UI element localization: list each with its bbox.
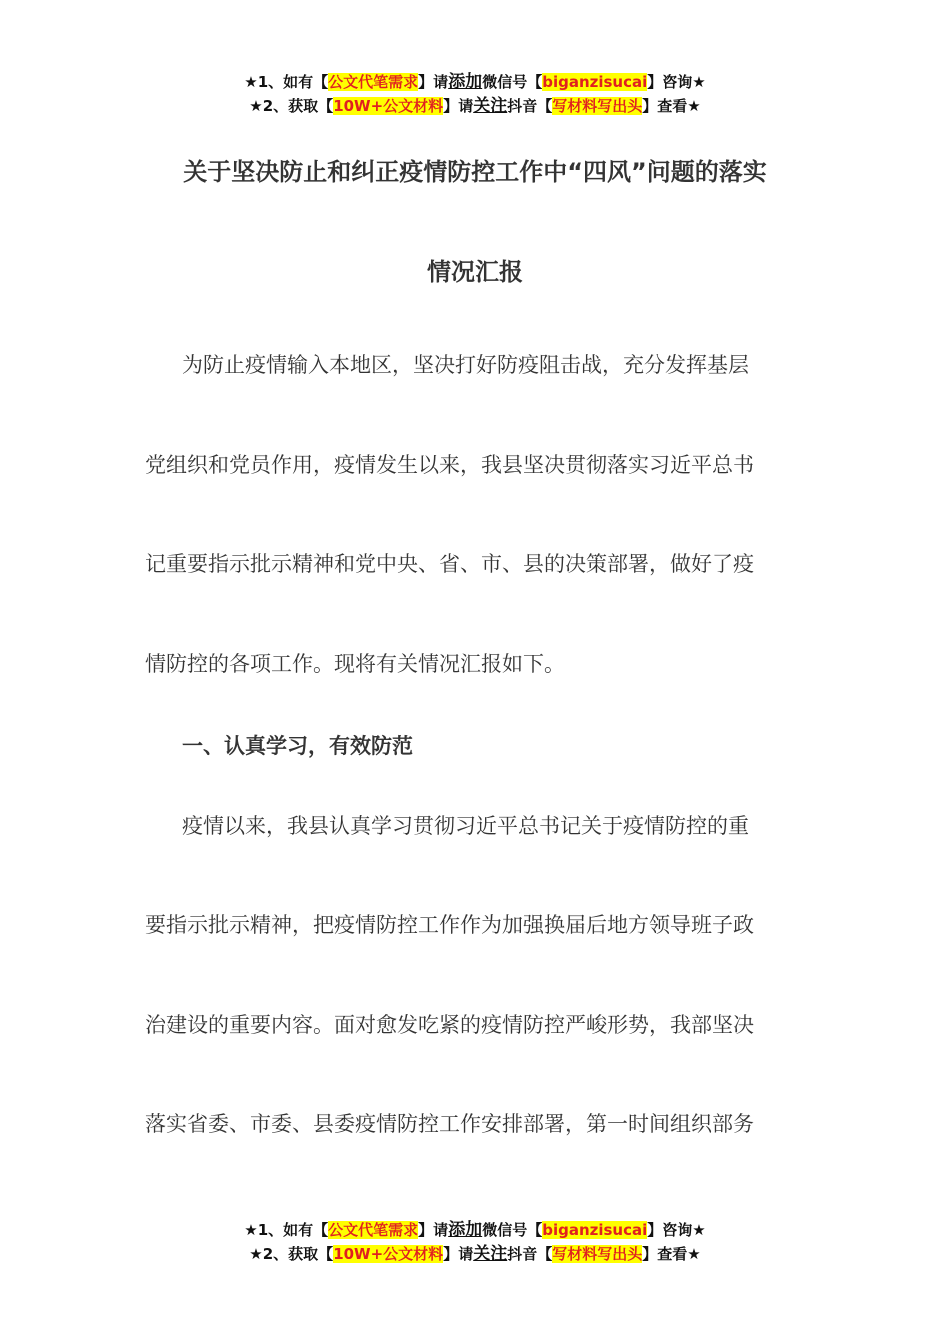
banner-text: 抖音【 xyxy=(507,1245,553,1263)
banner-highlight: 10W+公文材料 xyxy=(333,97,444,115)
paragraph-line: 要指示批示精神，把疫情防控工作作为加强换届后地方领导班子政 xyxy=(145,913,754,937)
banner-highlight: 公文代笔需求 xyxy=(328,73,419,91)
banner-text: 】请 xyxy=(418,1221,449,1239)
banner-emphasis: 关注 xyxy=(473,96,508,116)
banner-text: 】咨询★ xyxy=(647,1221,706,1239)
banner-text: 微信号【 xyxy=(482,73,543,91)
paragraph-line: 情防控的各项工作。现将有关情况汇报如下。 xyxy=(145,652,565,676)
banner-text: 抖音【 xyxy=(507,97,553,115)
banner-highlight: biganzisucai xyxy=(542,73,648,91)
paragraph-line: 为防止疫情输入本地区，坚决打好防疫阻击战，充分发挥基层 xyxy=(182,353,749,377)
banner-text: ★2、获取【 xyxy=(249,97,334,115)
banner-highlight: 10W+公文材料 xyxy=(333,1245,444,1263)
banner-emphasis: 关注 xyxy=(473,1244,508,1264)
document-title-line-2: 情况汇报 xyxy=(427,258,523,286)
banner-text: 】请 xyxy=(443,97,474,115)
header-banner xyxy=(0,70,950,118)
banner-highlight: 写材料写出头 xyxy=(552,97,643,115)
document-title-line-1: 关于坚决防止和纠正疫情防控工作中“四风”问题的落实 xyxy=(183,158,767,186)
banner-highlight: biganzisucai xyxy=(542,1221,648,1239)
banner-emphasis: 添加 xyxy=(448,1220,483,1240)
banner-text: 】查看★ xyxy=(642,1245,701,1263)
paragraph-line: 记重要指示批示精神和党中央、省、市、县的决策部署，做好了疫 xyxy=(145,552,754,576)
banner-text: 】咨询★ xyxy=(647,73,706,91)
banner-line-2 xyxy=(0,1242,950,1266)
banner-text: ★2、获取【 xyxy=(249,1245,334,1263)
banner-highlight: 公文代笔需求 xyxy=(328,1221,419,1239)
banner-emphasis: 添加 xyxy=(448,72,483,92)
banner-text: 】查看★ xyxy=(642,97,701,115)
paragraph-line: 治建设的重要内容。面对愈发吃紧的疫情防控严峻形势，我部坚决 xyxy=(145,1013,754,1037)
banner-text: ★1、如有【 xyxy=(244,73,329,91)
banner-line-2 xyxy=(0,94,950,118)
paragraph-line: 疫情以来，我县认真学习贯彻习近平总书记关于疫情防控的重 xyxy=(182,814,749,838)
banner-text: 微信号【 xyxy=(482,1221,543,1239)
banner-highlight: 写材料写出头 xyxy=(552,1245,643,1263)
banner-line-1 xyxy=(0,1218,950,1242)
banner-text: 】请 xyxy=(443,1245,474,1263)
paragraph-line: 落实省委、市委、县委疫情防控工作安排部署，第一时间组织部务 xyxy=(145,1112,754,1136)
footer-banner xyxy=(0,1218,950,1266)
banner-line-1 xyxy=(0,70,950,94)
paragraph-line: 党组织和党员作用，疫情发生以来，我县坚决贯彻落实习近平总书 xyxy=(145,453,754,477)
section-heading: 一、认真学习，有效防范 xyxy=(182,734,413,758)
banner-text: 】请 xyxy=(418,73,449,91)
banner-text: ★1、如有【 xyxy=(244,1221,329,1239)
